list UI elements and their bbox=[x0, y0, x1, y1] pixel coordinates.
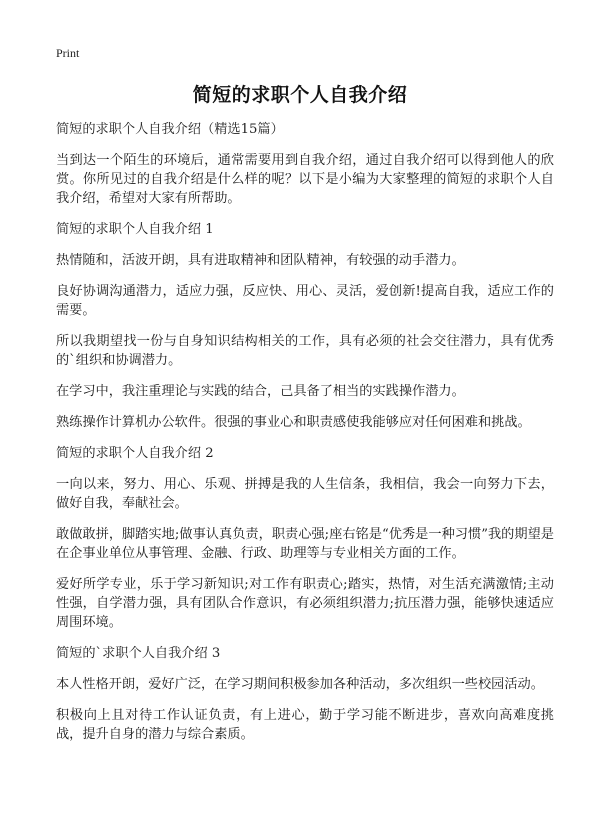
section-heading-1: 简短的求职个人自我介绍 1 bbox=[56, 222, 214, 237]
paragraph: 一向以来，努力、用心、乐观、拼搏是我的人生信条，我相信，我会一向努力下去，做好自我，奉献社会。 bbox=[56, 477, 554, 511]
paragraph: 本人性格开朗，爱好广泛，在学习期间积极参加各种活动，多次组织一些校园活动。 bbox=[56, 677, 544, 692]
paragraph: 敢做敢拼，脚踏实地;做事认真负责，职责心强;座右铭是“优秀是一种习惯”我的期望是在企事业单位从事管理、金融、行政、助理等与专业相关方面的工作。 bbox=[56, 527, 554, 561]
paragraph: 所以我期望找一份与自身知识结构相关的工作，具有必须的社会交往潜力，具有优秀的`组织和协调潜力。 bbox=[56, 334, 554, 368]
paragraph: 良好协调沟通潜力，适应力强，反应快、用心、灵活，爱创新!提高自我，适应工作的需要。 bbox=[56, 284, 554, 318]
document-title: 简短的求职个人自我介绍 bbox=[192, 84, 408, 106]
document-body bbox=[56, 120, 554, 756]
paragraph: 熟练操作计算机办公软件。很强的事业心和职责感使我能够应对任何困难和挑战。 bbox=[56, 415, 531, 430]
intro-heading: 简短的求职个人自我介绍（精选15篇） bbox=[56, 122, 284, 137]
paragraph: 在学习中，我注重理论与实践的结合，己具备了相当的实践操作潜力。 bbox=[56, 384, 465, 399]
paragraph: 爱好所学专业，乐于学习新知识;对工作有职责心;踏实，热情，对生活充满激情;主动性强，自学潜力强，具有团队合作意识，有必须组织潜力;抗压潜力强，能够快速适应周围环境。 bbox=[56, 577, 554, 630]
paragraph: 积极向上且对待工作认证负责，有上进心，勤于学习能不断进步，喜欢向高难度挑战，提升自身的潜力与综合素质。 bbox=[56, 708, 554, 742]
section-heading-3: 简短的`求职个人自我介绍 3 bbox=[56, 646, 221, 661]
intro-paragraph: 当到达一个陌生的环境后，通常需要用到自我介绍，通过自我介绍可以得到他人的欣赏。你所见过的自我介绍是什么样的呢？以下是小编为大家整理的简短的求职个人自我介绍，希望对大家有所帮助。 bbox=[56, 153, 554, 206]
paragraph: 热情随和，活波开朗，具有进取精神和团队精神，有较强的动手潜力。 bbox=[56, 253, 465, 268]
section-heading-2: 简短的求职个人自我介绍 2 bbox=[56, 446, 214, 461]
print-link[interactable]: Print bbox=[56, 46, 80, 60]
